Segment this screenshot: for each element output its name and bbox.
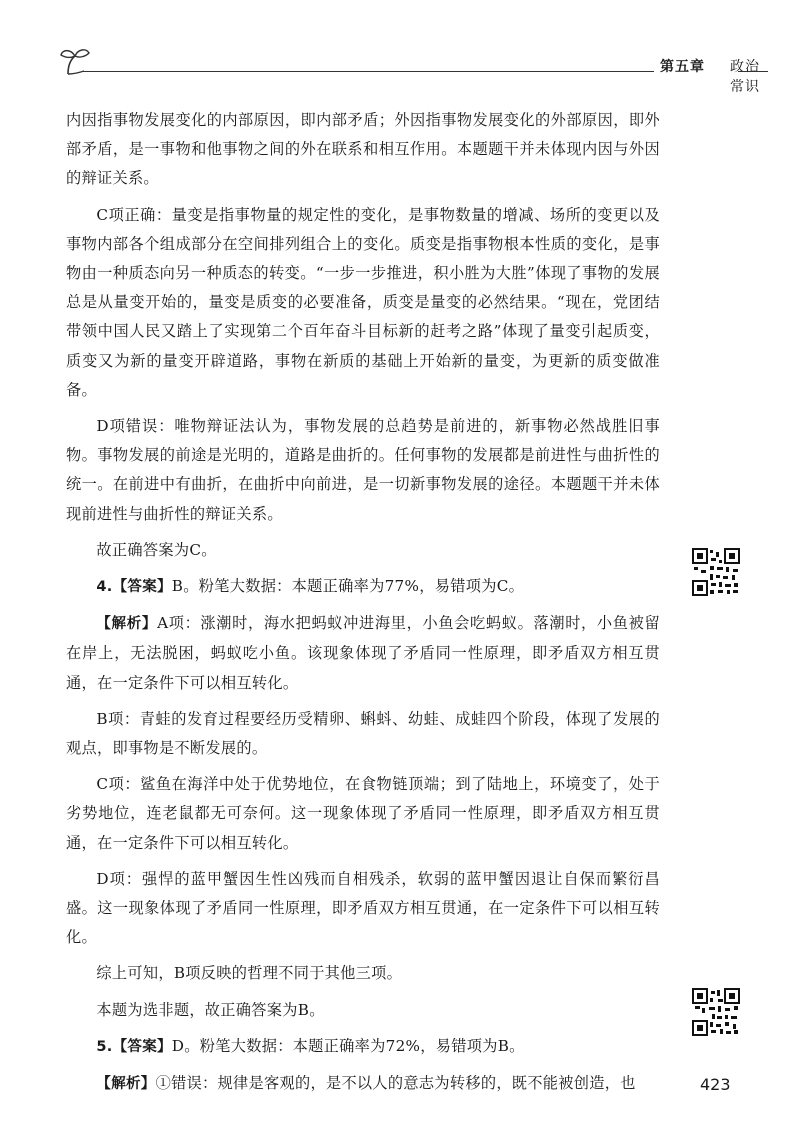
answer-line-5: 5.【答案】D。粉笔大数据：本题正确率为72%，易错项为B。: [96, 1036, 525, 1055]
page-header: [58, 44, 768, 95]
paragraph: 故正确答案为C。: [96, 540, 217, 559]
paragraph: C项：鲨鱼在海洋中处于优势地位，在食物链顶端；到了陆地上，环境变了，处于劣势地位，连老鼠都无可奈何。这一现象体现了矛盾同一性原理，即矛盾双方相互贯通，在一定条件下可以相互转化。: [66, 775, 660, 852]
sprout-logo-icon: [58, 44, 92, 78]
paragraph: 本题为选非题，故正确答案为B。: [96, 1000, 325, 1019]
analysis-paragraph: 【解析】①错误：规律是客观的，是不以人的意志为转移的，既不能被创造，也: [96, 1074, 636, 1093]
paragraph: D项错误：唯物辩证法认为，事物发展的总趋势是前进的，新事物必然战胜旧事物。事物发展的前途是光明的，道路是曲折的。任何事物的发展都是前进性与曲折性的统一。在前进中有曲折，在曲折中向前进，是一切新事物发展的途径。本题题干并未体现前进性与曲折性的辩证关系。: [66, 417, 660, 523]
paragraph: 综上可知，B项反映的哲理不同于其他三项。: [96, 964, 403, 983]
analysis-paragraph: 【解析】A项：涨潮时，海水把蚂蚁冲进海里，小鱼会吃蚂蚁。落潮时，小鱼被留在岸上，无法脱困，蚂蚁吃小鱼。该现象体现了矛盾同一性原理，即矛盾双方相互贯通，在一定条件下可以相互转化。: [66, 614, 660, 692]
paragraph: 内因指事物发展变化的内部原因，即内部矛盾；外因指事物发展变化的外部原因，即外部矛盾，是一事物和他事物之间的外在联系和相互作用。本题题干并未体现内因与外因的辩证关系。: [66, 111, 660, 188]
page-body: [66, 106, 660, 1106]
answer-line-4: 4.【答案】B。粉笔大数据：本题正确率为77%，易错项为C。: [96, 577, 525, 596]
chapter-label: 第五章: [660, 59, 705, 75]
page-number: 423: [700, 1075, 731, 1094]
paragraph: C项正确：量变是指事物量的规定性的变化，是事物数量的增减、场所的变更以及事物内部各个组成部分在空间排列组合上的变化。质变是指事物根本性质的变化，是事物由一种质态向另一种质态的转变。“一步一步推进，积小胜为大胜”体现了事物的发展总是从量变开始的，量变是质变的必要准备，质变是量变的必然结果。“现在，党团结带领中国人民又踏上了实现第二个百年奋斗目标新的赶考之路”体现了量变引起质变，质变又为新的量变开辟道路，事物在新质的基础上开始新的量变，为更新的质变做准备。: [66, 205, 660, 399]
qr-code-icon[interactable]: [692, 548, 740, 596]
paragraph: D项：强悍的蓝甲蟹因生性凶残而自相残杀，软弱的蓝甲蟹因退让自保而繁衍昌盛。这一现象体现了矛盾同一性原理，即矛盾双方相互贯通，在一定条件下可以相互转化。: [66, 869, 660, 947]
qr-code-icon[interactable]: [692, 988, 740, 1036]
header-rule: [82, 71, 654, 72]
paragraph: B项：青蛙的发育过程要经历受精卵、蝌蚪、幼蛙、成蛙四个阶段，体现了发展的观点，即事物是不断发展的。: [66, 709, 660, 758]
header-rule-right: [738, 71, 768, 72]
chapter-title: 政治常识: [730, 59, 760, 95]
